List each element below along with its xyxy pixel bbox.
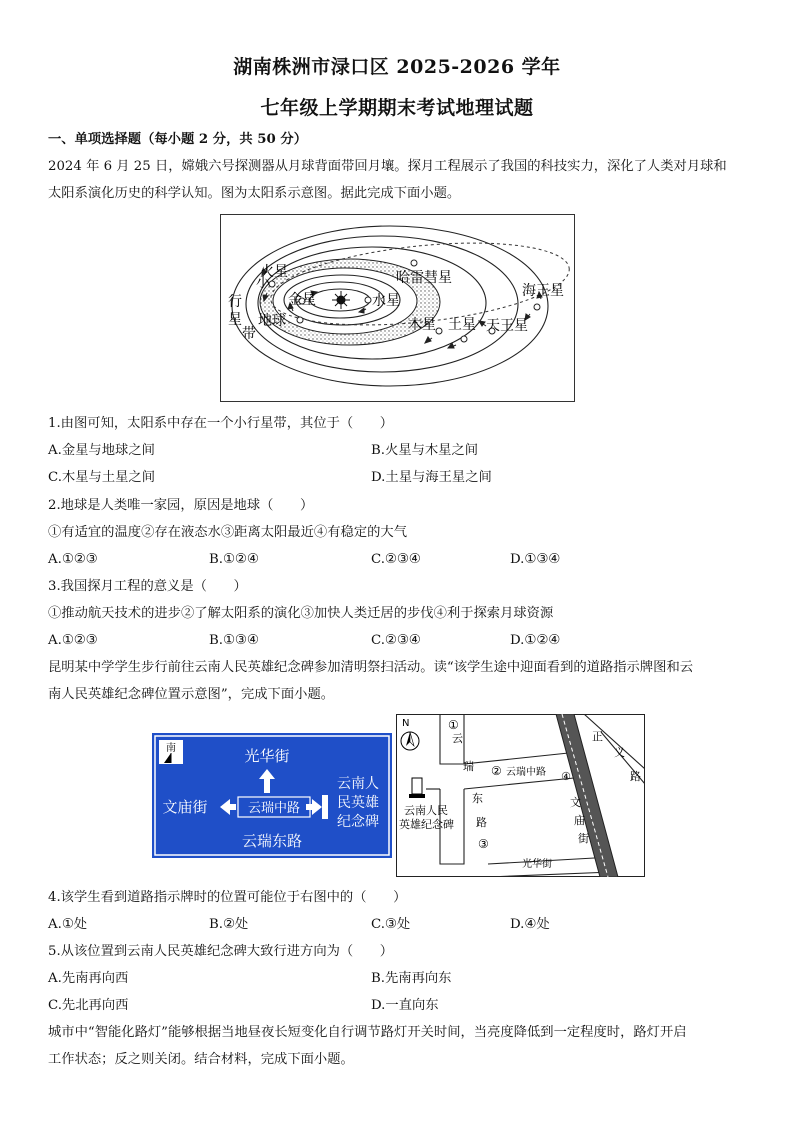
q3-detail: ①推动航天技术的进步②了解太阳系的演化③加快人类迁居的步伐④利于探索月球资源	[48, 606, 554, 621]
label-venus: 金星	[288, 292, 316, 308]
map-jie: 街	[578, 832, 589, 845]
intro1-line1: 2024 年 6 月 25 日，嫦娥六号探测器从月球背面带回月壤。探月工程展示了我国的科技实力，深化了人类对月球和	[48, 159, 727, 174]
label-neptune: 海王星	[522, 283, 564, 299]
q2-stem: 2.地球是人类唯一家园，原因是地球（ ）	[48, 498, 314, 513]
q3-option-d: D.①②④	[510, 633, 561, 648]
q3-stem: 3.我国探月工程的意义是（ ）	[48, 579, 247, 594]
intro2-line1: 昆明某中学学生步行前往云南人民英雄纪念碑参加清明祭扫活动。读“该学生途中迎面看到的道路指示牌图和云	[48, 660, 694, 675]
map-zheng: 正	[592, 730, 603, 743]
q3-option-b: B.①③④	[209, 633, 259, 648]
intro2-line2: 南人民英雄纪念碑位置示意图”，完成下面小题。	[48, 687, 335, 702]
map-yun: 云	[452, 732, 463, 745]
q4-option-c: C.③处	[371, 917, 411, 932]
intro1-line2: 太阳系演化历史的科学认知。图为太阳系示意图。据此完成下面小题。	[48, 186, 461, 201]
map-lu: 路	[476, 816, 487, 829]
location-map-figure	[396, 714, 645, 877]
map-marker-1: ①	[448, 718, 459, 732]
sign-south-label: 南	[166, 743, 176, 754]
map-rui: 瑞	[463, 760, 474, 773]
q3-option-a: A.①②③	[48, 633, 98, 648]
map-guanghua: 光华街	[522, 859, 552, 870]
q4-option-d: D.④处	[510, 917, 550, 932]
label-jupiter: 木星	[408, 317, 436, 333]
section-heading: 一、单项选择题（每小题 2 分，共 50 分）	[48, 132, 308, 147]
label-small: 小	[256, 275, 270, 291]
sign-east-line3: 纪念碑	[337, 814, 379, 830]
sign-east-line1: 云南人	[337, 776, 379, 792]
q2-option-d: D.①③④	[510, 552, 561, 567]
map-marker-3: ③	[478, 837, 489, 851]
neptune-dot	[534, 304, 540, 310]
label-mercury: 水星	[372, 293, 400, 309]
q2-option-b: B.①②④	[209, 552, 259, 567]
q3-option-c: C.②③④	[371, 633, 421, 648]
label-asteroid-belt: 带	[242, 326, 256, 342]
q4-option-b: B.②处	[209, 917, 249, 932]
sign-end-bar	[322, 795, 328, 819]
jupiter-dot	[436, 328, 442, 334]
q5-option-c: C.先北再向西	[48, 998, 129, 1013]
q1-option-b: B.火星与木星之间	[371, 443, 479, 458]
q5-option-b: B.先南再向东	[371, 971, 452, 986]
map-north-label: N	[402, 718, 410, 729]
label-asteroid-star: 星	[228, 312, 242, 328]
q5-stem: 5.从该位置到云南人民英雄纪念碑大致行进方向为（ ）	[48, 944, 394, 959]
sign-west-street: 文庙街	[162, 798, 208, 816]
halley-dot	[411, 260, 417, 266]
map-monument-line2: 英雄纪念碑	[399, 818, 454, 831]
sign-east-line2: 民英雄	[337, 795, 379, 811]
page-title-line1: 湖南株洲市渌口区 2025-2026 学年	[233, 56, 561, 78]
north-arrow-icon	[159, 740, 183, 764]
q4-option-a: A.①处	[48, 917, 88, 932]
q1-stem: 1.由图可知，太阳系中存在一个小行星带，其位于（ ）	[48, 416, 394, 431]
label-mars: 火星	[260, 264, 288, 280]
map-dong: 东	[472, 792, 483, 805]
intro3-line2: 工作状态；反之则关闭。结合材料，完成下面小题。	[48, 1052, 354, 1067]
intro3-line1: 城市中“智能化路灯”能够根据当地昼夜长短变化自行调节路灯开关时间，当亮度降低到一定程度时，路灯开启	[48, 1025, 687, 1040]
label-halley: 哈雷彗星	[396, 270, 452, 286]
label-earth: 地球	[258, 313, 286, 329]
map-marker-4: ④	[561, 770, 571, 783]
map-lu2: 路	[630, 770, 641, 783]
map-yi: 义	[614, 746, 625, 759]
label-uranus: 天王星	[486, 318, 528, 334]
map-monument-line1: 云南人民	[404, 804, 448, 817]
map-miao: 庙	[574, 814, 585, 827]
q1-option-c: C.木星与土星之间	[48, 470, 156, 485]
q2-detail: ①有适宜的温度②存在液态水③距离太阳最近④有稳定的大气	[48, 525, 408, 540]
solar-system-figure	[220, 214, 575, 402]
sign-north-street: 光华街	[244, 747, 290, 765]
q2-option-c: C.②③④	[371, 552, 421, 567]
sign-center-street: 云瑞中路	[247, 801, 301, 816]
label-asteroid-xing: 行	[228, 294, 242, 310]
road-sign-figure	[152, 733, 392, 858]
page-title-line2: 七年级上学期期末考试地理试题	[260, 97, 534, 119]
q1-option-a: A.金星与地球之间	[48, 443, 155, 458]
label-saturn: 土星	[448, 317, 476, 333]
sign-south-street: 云瑞东路	[241, 832, 303, 850]
q5-option-d: D.一直向东	[371, 998, 439, 1013]
mercury-dot	[365, 297, 371, 303]
saturn-dot	[461, 336, 467, 342]
q5-option-a: A.先南再向西	[48, 971, 129, 986]
q1-option-d: D.土星与海王星之间	[371, 470, 492, 485]
map-yunrui-zhonglu: 云瑞中路	[506, 767, 546, 778]
earth-dot	[297, 317, 303, 323]
q4-stem: 4.该学生看到道路指示牌时的位置可能位于右图中的（ ）	[48, 890, 407, 905]
map-marker-2: ②	[491, 764, 502, 778]
q2-option-a: A.①②③	[48, 552, 98, 567]
map-wen: 文	[570, 796, 581, 809]
